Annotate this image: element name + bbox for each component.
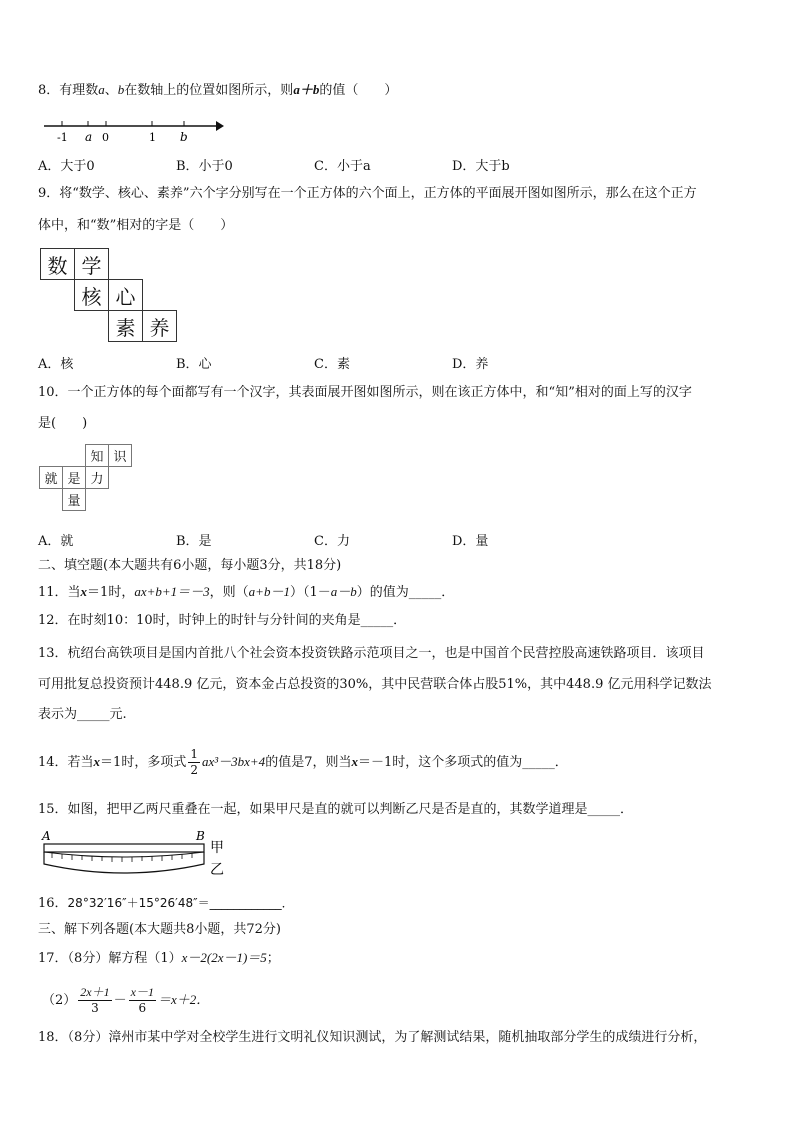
- q16: 16．28°32′16″＋15°26′48″＝____________．: [38, 896, 294, 911]
- q10-option-b[interactable]: B．是: [176, 534, 212, 549]
- point-b-label: B: [196, 829, 205, 843]
- ruler-figure: [38, 828, 238, 880]
- ruler-yi-label: 乙: [210, 862, 224, 878]
- q10-option-d[interactable]: D．量: [452, 534, 489, 549]
- q10-option-a[interactable]: A．就: [38, 534, 74, 549]
- section-heading-fill-in: 二、填空题(本大题共有6小题，每小题3分，共18分): [38, 558, 342, 573]
- q9-line2: 体中，和“数”相对的字是（ ）: [38, 218, 234, 233]
- net-cell: 力: [86, 467, 109, 489]
- net-cell: 数: [41, 249, 75, 280]
- q12: 12．在时刻10：10时，时钟上的时针与分针间的夹角是_____．: [38, 613, 407, 628]
- q8-option-d[interactable]: D．大于b: [452, 159, 510, 174]
- q9-option-a[interactable]: A．核: [38, 357, 74, 372]
- q18: 18．（8分）漳州市某中学对全校学生进行文明礼仪知识测试，为了解测试结果，随机抽取部分学生的成绩进行分析，: [38, 1030, 707, 1045]
- q13-line2: 可用批复总投资预计448.9 亿元，资本金占总投资的30%，其中民营联合体占股51%，其中448.9 亿元用科学记数法: [38, 677, 712, 692]
- net-cell: 学: [75, 249, 109, 280]
- q11: 11．当x＝1时，ax+b+1＝－3，则（a+b－1）（1－a－b）的值为_____．: [38, 584, 455, 600]
- q17-part1: 17．（8分）解方程（1）x－2(2x－1)＝5；: [38, 950, 280, 966]
- point-a-label: A: [42, 829, 51, 843]
- net-cell: 素: [109, 311, 143, 342]
- q8-option-a[interactable]: A．大于0: [38, 159, 95, 174]
- axis-label: -1: [57, 131, 68, 144]
- q10-cube-net: [39, 444, 132, 511]
- q8-option-b[interactable]: B．小于0: [176, 159, 233, 174]
- q9-option-d[interactable]: D．养: [452, 357, 489, 372]
- q10-option-c[interactable]: C．力: [314, 534, 350, 549]
- q17-part2: （2） $\frac{2x+1}{3}$ － $\frac{x-1}{6}$ ＝x＋2．: [42, 985, 210, 1015]
- net-cell: 就: [40, 467, 63, 489]
- q14: 14．若当x＝1时，多项式 $\frac{1}{2}$ ax³－3bx+4的值是7，则当x＝－1时，这个多项式的值为_____．: [38, 747, 568, 777]
- number-line-figure: [40, 114, 225, 146]
- net-cell: 知: [86, 445, 109, 467]
- net-cell: 养: [143, 311, 177, 342]
- axis-label: 0: [102, 131, 109, 144]
- net-cell: 心: [109, 280, 143, 311]
- q9-option-b[interactable]: B．心: [176, 357, 212, 372]
- fraction-one-half: $\frac{1}{2}$: [190, 747, 198, 777]
- axis-label: a: [85, 130, 93, 144]
- net-cell: 识: [109, 445, 132, 467]
- q8-option-c[interactable]: C．小于a: [314, 159, 371, 174]
- q8-stem: 8．有理数a、b在数轴上的位置如图所示，则a＋b的值（ ）: [38, 82, 398, 98]
- net-cell: 量: [63, 489, 86, 511]
- net-cell: 是: [63, 467, 86, 489]
- q9-cube-net: [40, 248, 177, 342]
- q9-line1: 9．将“数学、核心、素养”六个字分别写在一个正方体的六个面上，正方体的平面展开图如图所示，那么在这个正方: [38, 186, 697, 201]
- axis-label: b: [180, 130, 188, 144]
- q13-line3: 表示为_____元.: [38, 707, 127, 722]
- q10-line2: 是( ): [38, 416, 88, 431]
- net-cell: 核: [75, 280, 109, 311]
- q15: 15．如图，把甲乙两尺重叠在一起，如果甲尺是直的就可以判断乙尺是否是直的，其数学道理是_____．: [38, 802, 634, 817]
- axis-label: 1: [149, 131, 156, 144]
- section-heading-solve: 三、解下列各题(本大题共8小题，共72分): [38, 922, 281, 937]
- ruler-jia-label: 甲: [210, 840, 224, 856]
- q10-line1: 10．一个正方体的每个面都写有一个汉字，其表面展开图如图所示，则在该正方体中，和“知”相对的面上写的汉字: [38, 385, 692, 400]
- q9-option-c[interactable]: C．素: [314, 357, 350, 372]
- q13-line1: 13．杭绍台高铁项目是国内首批八个社会资本投资铁路示范项目之一，也是中国首个民营控股高速铁路项目．该项目: [38, 646, 705, 661]
